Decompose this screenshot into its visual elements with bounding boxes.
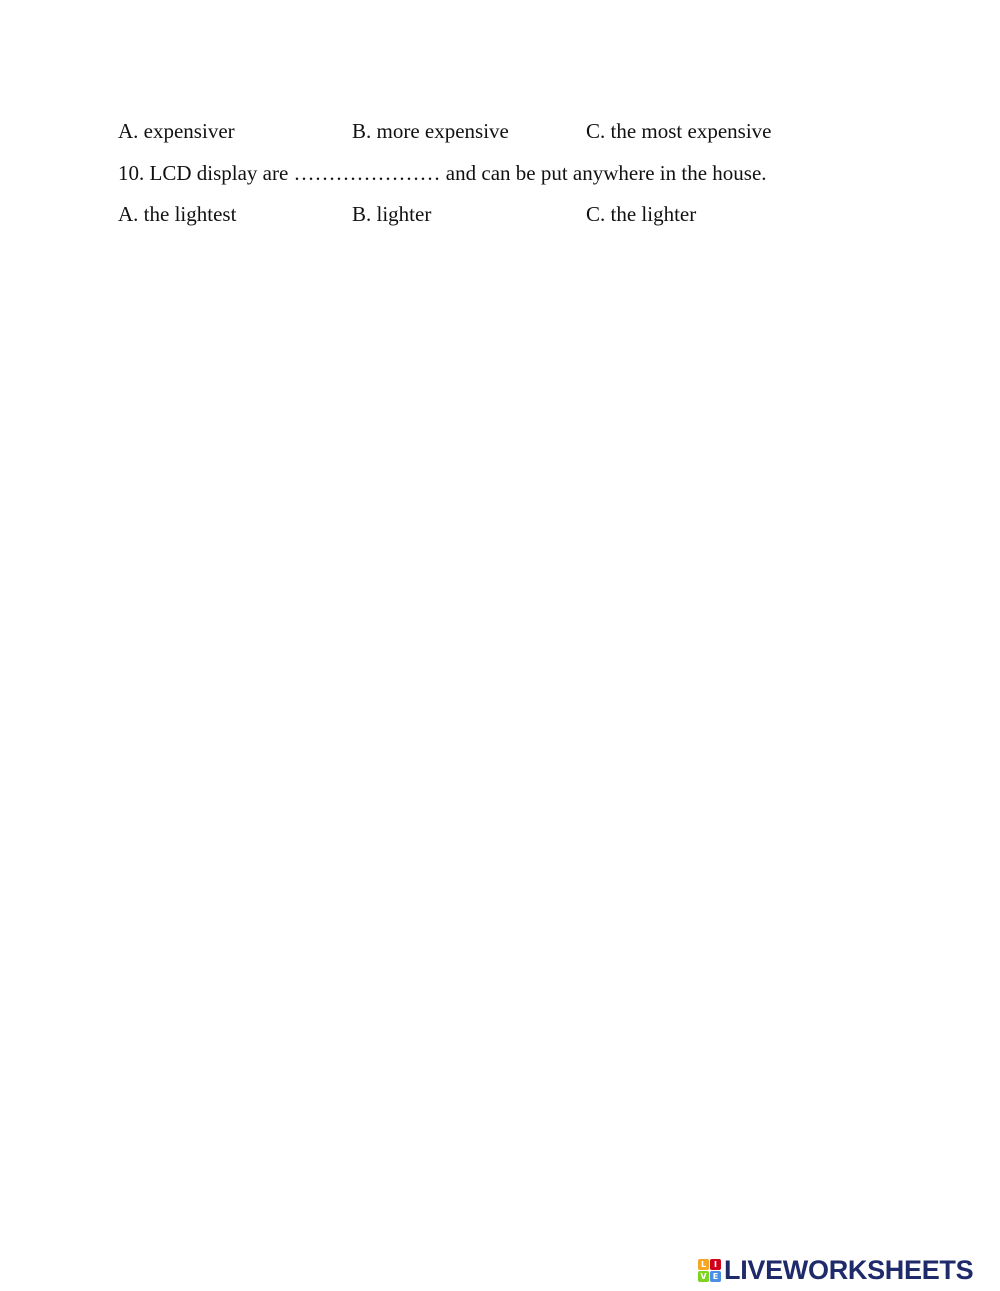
liveworksheets-logo [698,1256,973,1284]
logo-icon [698,1259,721,1282]
question-9-option-c: C. the most expensive [586,119,772,143]
question-10-stem: 10. LCD display are ………………… and can be put anywhere in the house. [118,161,767,185]
question-10-option-c: C. the lighter [586,202,697,226]
logo-letter-v: V [698,1271,709,1282]
question-9-option-b: B. more expensive [352,119,509,143]
question-10-option-b: B. lighter [352,202,432,226]
logo-letter-i: I [710,1259,721,1270]
logo-wordmark: LIVEWORKSHEETS [724,1255,974,1285]
logo-letter-l: L [698,1259,709,1270]
question-9-options [118,118,878,144]
question-10-options [118,201,878,227]
question-10-option-a: A. the lightest [118,202,237,226]
question-9-option-a: A. expensiver [118,119,235,143]
logo-letter-e: E [710,1271,721,1282]
